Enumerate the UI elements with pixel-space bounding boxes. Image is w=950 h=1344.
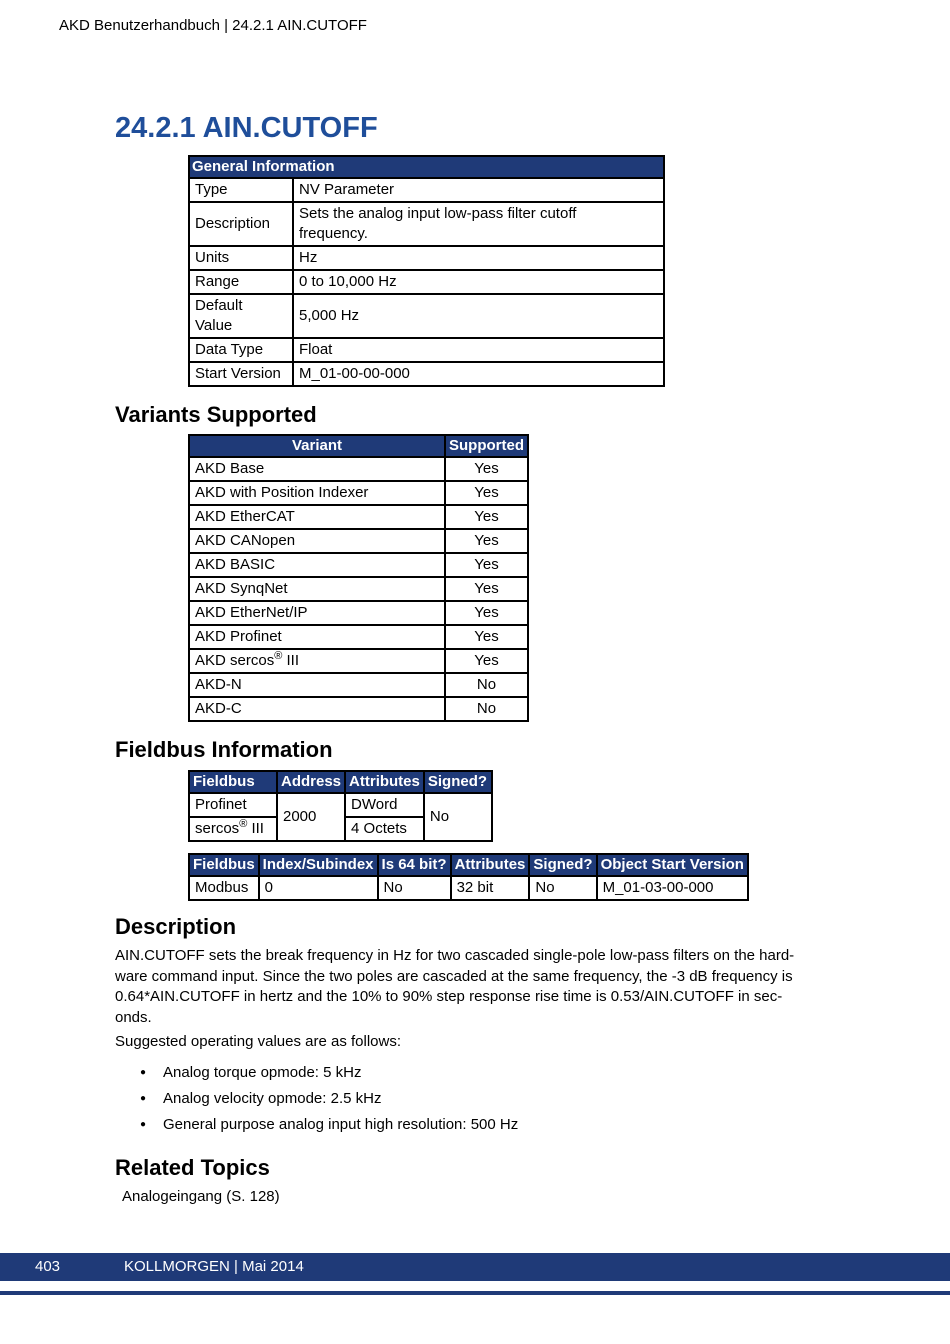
row-value: 5,000 Hz [293, 294, 664, 338]
variant-supported: Yes [445, 457, 528, 481]
variant-name: AKD-N [189, 673, 445, 697]
suggested-values-intro: Suggested operating values are as follows: [115, 1033, 402, 1050]
variant-supported: Yes [445, 481, 528, 505]
table-row [189, 697, 528, 721]
variant-name-cell [189, 649, 445, 673]
signed-value: No [529, 876, 596, 900]
suggested-values-list [140, 1062, 518, 1140]
table-row [189, 505, 528, 529]
variant-supported: Yes [445, 649, 528, 673]
variant-supported: No [445, 673, 528, 697]
description-heading: Description [115, 914, 237, 939]
table-row [189, 178, 664, 202]
variants-heading: Variants Supported [115, 402, 317, 427]
fieldbus-name: Modbus [189, 876, 259, 900]
variant-supported: Yes [445, 553, 528, 577]
table-row [189, 625, 528, 649]
fieldbus-name: Profinet [189, 793, 277, 817]
variant-name: AKD EtherNet/IP [189, 601, 445, 625]
running-head: AKD Benutzerhandbuch | 24.2.1 AIN.CUTOFF [59, 17, 367, 34]
table-row [189, 577, 528, 601]
variants-table [188, 434, 529, 722]
variant-name: AKD BASIC [189, 553, 445, 577]
attributes-value: 4 Octets [345, 817, 424, 841]
index-subindex-column-header: Index/Subindex [259, 854, 378, 876]
row-value: Float [293, 338, 664, 362]
variant-name: AKD Profinet [189, 625, 445, 649]
row-label: Type [189, 178, 293, 202]
fieldbus-column-header: Fieldbus [189, 771, 277, 793]
related-topic-link[interactable]: Analogeingang (S. 128) [122, 1188, 280, 1205]
variant-name: AKD EtherCAT [189, 505, 445, 529]
attributes-column-header: Attributes [345, 771, 424, 793]
table-row [189, 457, 528, 481]
row-value: Sets the analog input low-pass filter cutoff frequency. [293, 202, 664, 246]
index-subindex-value: 0 [259, 876, 378, 900]
variant-supported: Yes [445, 577, 528, 601]
variant-name: AKD CANopen [189, 529, 445, 553]
list-item: ● Analog torque opmode: 5 kHz [140, 1062, 518, 1088]
fieldbus-table-modbus [188, 853, 749, 901]
variant-supported: Yes [445, 529, 528, 553]
is-64-bit-column-header: Is 64 bit? [378, 854, 451, 876]
row-label: Units [189, 246, 293, 270]
variant-name: AKD with Position Indexer [189, 481, 445, 505]
variant-name: AKD Base [189, 457, 445, 481]
variant-supported: Yes [445, 505, 528, 529]
row-value: 0 to 10,000 Hz [293, 270, 664, 294]
variant-name: AKD-C [189, 697, 445, 721]
footer-publisher: KOLLMORGEN | Mai 2014 [124, 1258, 304, 1275]
variant-supported: No [445, 697, 528, 721]
fieldbus-name-cell [189, 817, 277, 841]
fieldbus-heading: Fieldbus Information [115, 737, 333, 762]
attributes-value: DWord [345, 793, 424, 817]
row-label: Data Type [189, 338, 293, 362]
registered-mark: ® [274, 650, 283, 662]
supported-column-header: Supported [445, 435, 528, 457]
list-item: ● General purpose analog input high resolution: 500 Hz [140, 1114, 518, 1140]
signed-value: No [424, 793, 492, 841]
object-start-version-column-header: Object Start Version [597, 854, 748, 876]
signed-column-header: Signed? [424, 771, 492, 793]
table-row [189, 649, 528, 673]
row-label: Start Version [189, 362, 293, 386]
variant-supported: Yes [445, 625, 528, 649]
object-start-version-value: M_01-03-00-000 [597, 876, 748, 900]
description-line: AIN.CUTOFF sets the break frequency in Hz for two cascaded single-pole low-pass filters on the hard- [115, 947, 795, 964]
table-row [189, 481, 528, 505]
table-row [189, 529, 528, 553]
row-value: M_01-00-00-000 [293, 362, 664, 386]
list-item: ● Analog velocity opmode: 2.5 kHz [140, 1088, 518, 1114]
page-title: 24.2.1 AIN.CUTOFF [115, 112, 378, 144]
fieldbus-suffix: III [247, 820, 264, 837]
general-info-header: General Information [189, 156, 664, 178]
variant-name: AKD sercos [195, 652, 275, 669]
is-64-bit-value: No [378, 876, 451, 900]
table-row [189, 338, 664, 362]
table-row [189, 673, 528, 697]
table-row [189, 553, 528, 577]
fieldbus-column-header: Fieldbus [189, 854, 259, 876]
row-label: Description [189, 202, 293, 246]
table-row [189, 270, 664, 294]
attributes-column-header: Attributes [451, 854, 530, 876]
fieldbus-table-profinet-sercos [188, 770, 493, 842]
footer-rule [0, 1291, 950, 1295]
row-label: Range [189, 270, 293, 294]
footer-band [0, 1253, 950, 1281]
variant-name: AKD SynqNet [189, 577, 445, 601]
fieldbus-name: sercos [195, 820, 240, 837]
address-column-header: Address [277, 771, 345, 793]
row-label: Default Value [189, 294, 293, 338]
page-number: 403 [35, 1258, 61, 1275]
registered-mark: ® [239, 818, 248, 830]
description-paragraph [115, 946, 820, 1028]
table-row [189, 793, 492, 817]
related-topics-heading: Related Topics [115, 1155, 270, 1180]
general-info-table [188, 155, 665, 387]
table-row [189, 294, 664, 338]
table-row [189, 876, 748, 900]
variant-column-header: Variant [189, 435, 445, 457]
variant-supported: Yes [445, 601, 528, 625]
table-row [189, 246, 664, 270]
signed-column-header: Signed? [529, 854, 596, 876]
row-value: NV Parameter [293, 178, 664, 202]
variant-suffix: III [282, 652, 299, 669]
description-line: onds. [115, 1008, 152, 1026]
table-row [189, 202, 664, 246]
attributes-value: 32 bit [451, 876, 530, 900]
address-value: 2000 [277, 793, 345, 841]
row-value: Hz [293, 246, 664, 270]
table-row [189, 362, 664, 386]
description-line: ware command input. Since the two poles are cascaded at the same frequency, the -3 dB frequency is [115, 967, 793, 985]
description-line: 0.64*AIN.CUTOFF in hertz and the 10% to 90% step response rise time is 0.53/AIN.CUTOFF in sec- [115, 988, 783, 1005]
table-row [189, 601, 528, 625]
